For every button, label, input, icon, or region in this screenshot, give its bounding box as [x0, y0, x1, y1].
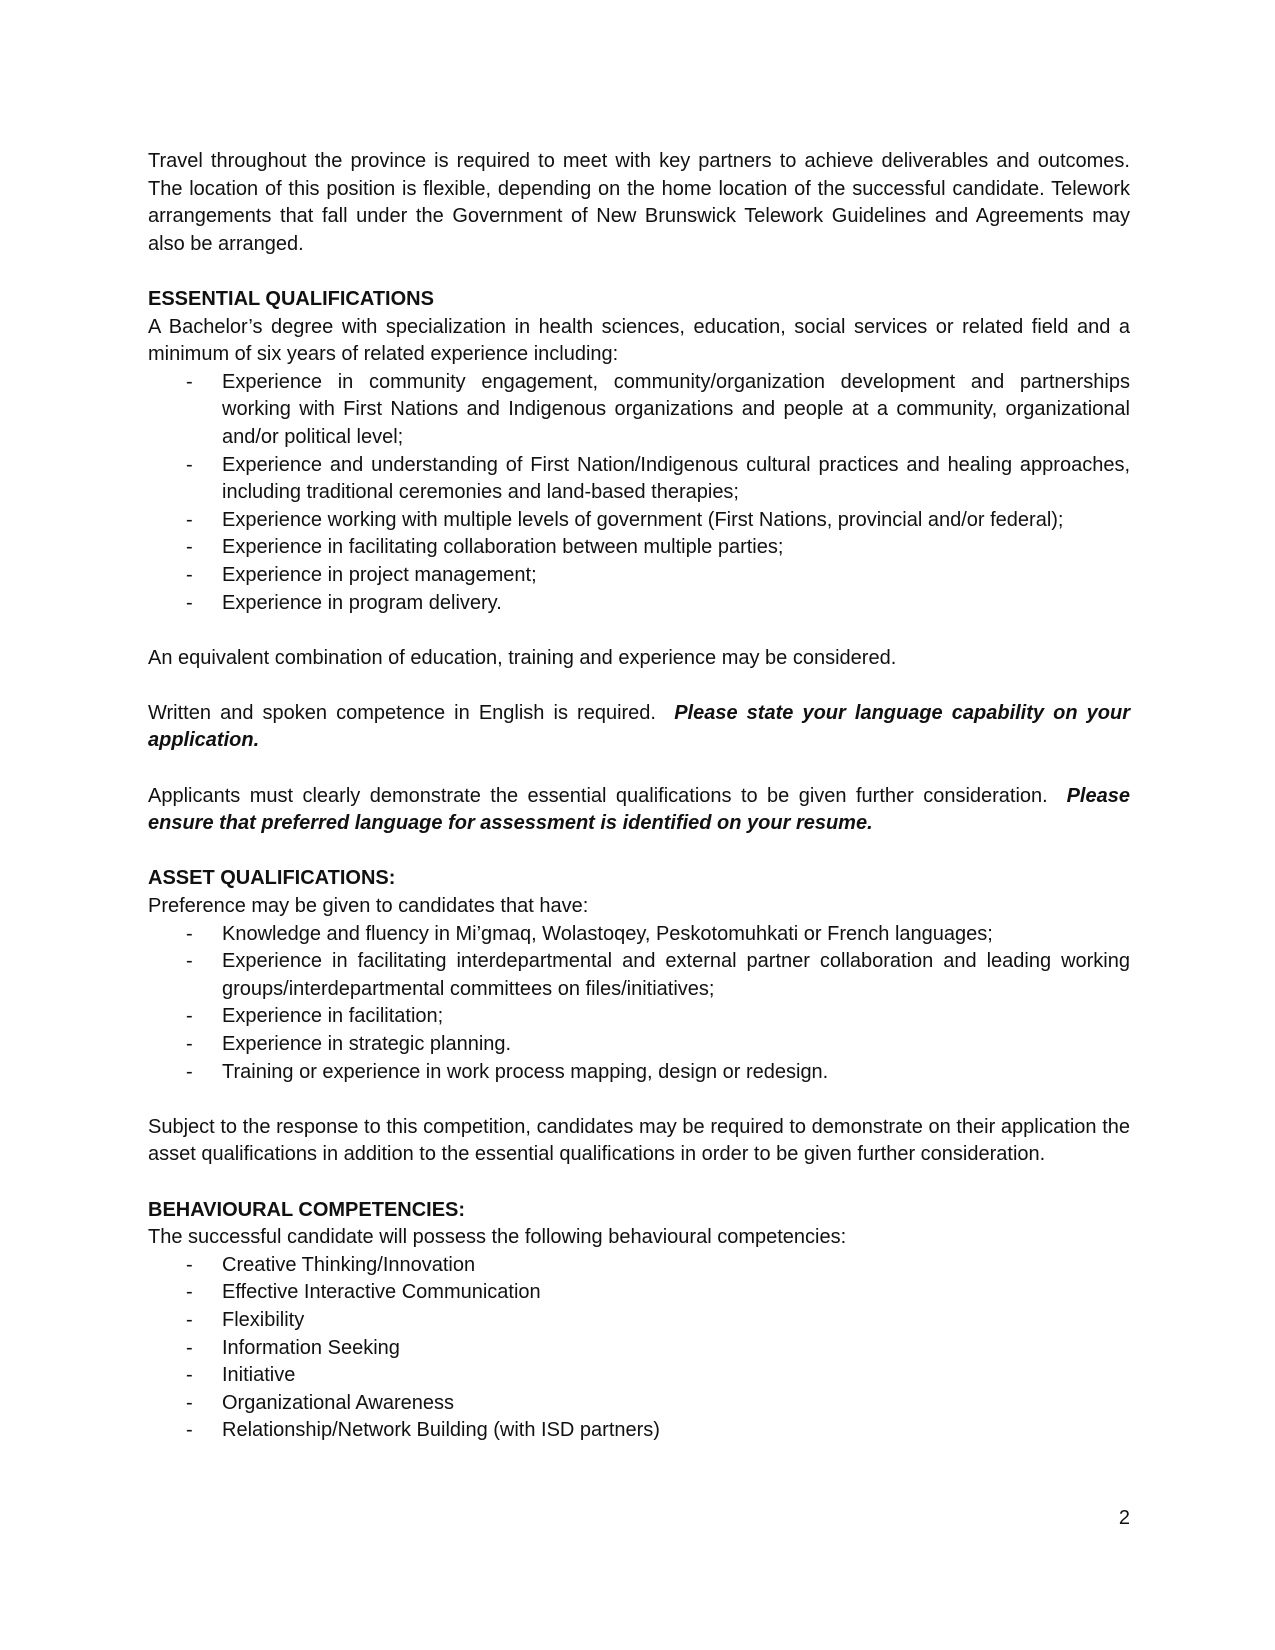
essential-heading: ESSENTIAL QUALIFICATIONS	[148, 287, 434, 310]
dash-bullet: -	[186, 591, 193, 614]
list-item: - Experience and understanding of First Nation/Indigenous cultural practices and healing approaches, including traditional ceremonies and land-based therapies;	[186, 453, 1130, 504]
dash-bullet: -	[186, 453, 193, 476]
list-item: - Relationship/Network Building (with ISD partners)	[148, 1417, 1130, 1445]
list-item: - Creative Thinking/Innovation	[148, 1252, 1130, 1280]
list-item: - Experience in facilitation;	[148, 1003, 1130, 1031]
equivalent-note: An equivalent combination of education, training and experience may be considered.	[148, 646, 897, 669]
demonstrate-requirement: Applicants must clearly demonstrate the essential qualifications to be given further consideration. Please ensure that preferred language for assessment is identified on your resume.	[148, 784, 1130, 835]
list-item: - Knowledge and fluency in Mi’gmaq, Wolastoqey, Peskotomuhkati or French languages;	[148, 921, 1130, 949]
dash-bullet: -	[186, 950, 193, 973]
dash-bullet: -	[186, 508, 193, 531]
behavioural-heading: BEHAVIOURAL COMPETENCIES:	[148, 1198, 466, 1221]
asset-heading: ASSET QUALIFICATIONS:	[148, 867, 396, 890]
list-item: - Initiative	[148, 1362, 1130, 1390]
dash-bullet: -	[186, 1308, 193, 1331]
demonstrate-emphasis: Please ensure that preferred language for assessment is identified on your resume.	[148, 784, 1130, 835]
list-item: - Experience in facilitating interdepartmental and external partner collaboration and leading working groups/interdepartmental committees on files/initiatives;	[186, 950, 1130, 1000]
behavioural-list	[148, 1252, 1130, 1445]
list-item: - Experience in program delivery.	[148, 590, 1130, 618]
dash-bullet: -	[186, 1033, 193, 1055]
list-item: - Experience in project management;	[148, 562, 1130, 590]
list-item: - Experience in community engagement, community/organization development and partnerships working with First Nations and Indigenous organizations and people at a community, organizational and/or political level;	[186, 370, 1130, 448]
dash-bullet: -	[186, 536, 193, 559]
list-item: - Experience in facilitating collaboration between multiple parties;	[148, 534, 1130, 562]
dash-bullet: -	[186, 1005, 193, 1028]
essential-lead: A Bachelor’s degree with specialization in health sciences, education, social services or related field and a minimum of six years of related experience including:	[148, 315, 1130, 366]
intro-paragraph: Travel throughout the province is required to meet with key partners to achieve deliverables and outcomes. The location of this position is flexible, depending on the home location of the successful candidate. Telework arrangements that fall under the Government of New Brunswick Telework Guidelines and Agreements may also be arranged.	[148, 150, 1130, 255]
dash-bullet: -	[186, 1419, 193, 1442]
dash-bullet: -	[186, 1391, 193, 1414]
list-item: - Training or experience in work process mapping, design or redesign.	[148, 1059, 1130, 1087]
dash-bullet: -	[186, 1281, 193, 1304]
dash-bullet: -	[186, 922, 193, 945]
asset-note: Subject to the response to this competition, candidates may be required to demonstrate on their application the asset qualifications in addition to the essential qualifications in order to be given further consideration.	[148, 1115, 1130, 1166]
asset-lead: Preference may be given to candidates that have:	[148, 895, 589, 918]
page-number: 2	[1118, 1507, 1130, 1529]
dash-bullet: -	[186, 1364, 193, 1387]
list-item: - Information Seeking	[148, 1335, 1130, 1363]
dash-bullet: -	[186, 1336, 193, 1359]
essential-list	[148, 369, 1130, 617]
list-item: - Effective Interactive Communication	[148, 1279, 1130, 1307]
behavioural-lead: The successful candidate will possess the following behavioural competencies:	[148, 1226, 847, 1249]
language-requirement: Written and spoken competence in English is required. Please state your language capability on your application.	[148, 701, 1130, 752]
dash-bullet: -	[186, 1060, 193, 1083]
list-item: - Experience working with multiple levels of government (First Nations, provincial and/or federal);	[148, 507, 1130, 535]
language-emphasis: Please state your language capability on your application.	[148, 701, 1130, 752]
dash-bullet: -	[186, 370, 193, 393]
dash-bullet: -	[186, 1253, 193, 1276]
list-item: - Flexibility	[148, 1307, 1130, 1335]
list-item: - Organizational Awareness	[148, 1390, 1130, 1418]
dash-bullet: -	[186, 563, 193, 586]
list-item: - Experience in strategic planning.	[148, 1031, 1130, 1059]
asset-list	[148, 921, 1130, 1087]
